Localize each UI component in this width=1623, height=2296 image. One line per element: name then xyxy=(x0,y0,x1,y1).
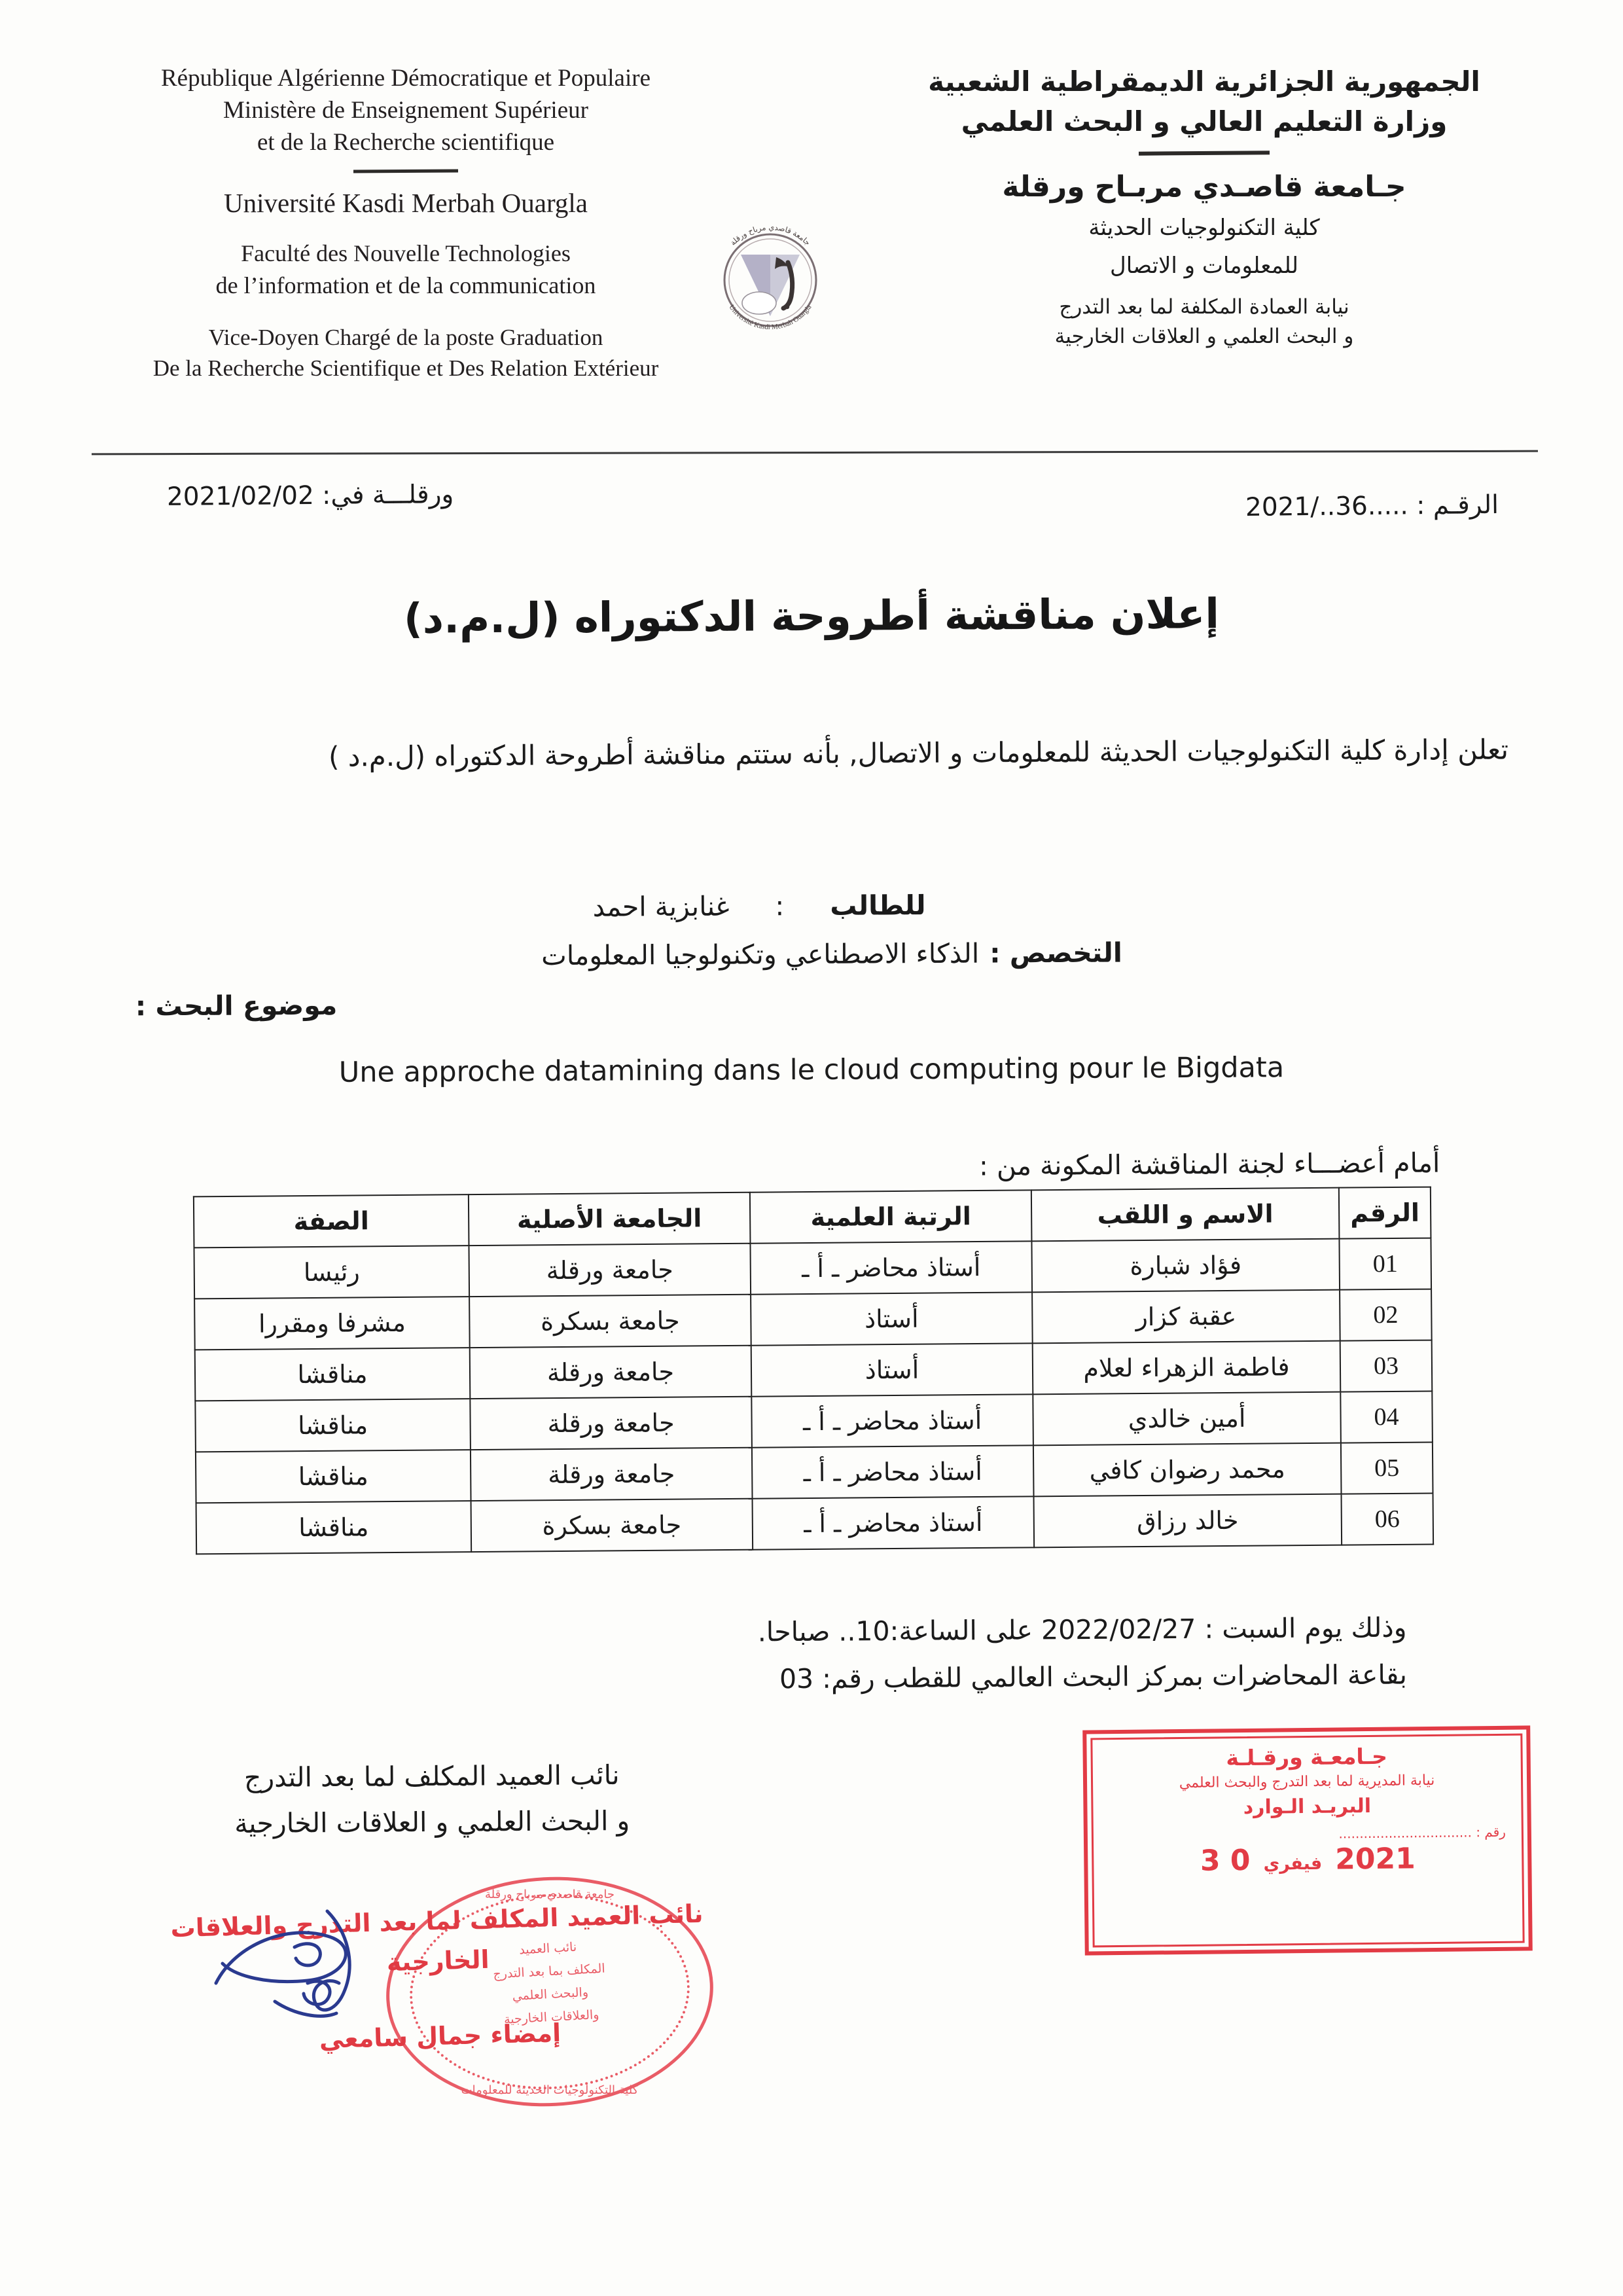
cell-rank: أستاذ محاضر ـ أ ـ xyxy=(751,1394,1033,1447)
stamp-date xyxy=(1094,1841,1522,1879)
jury-table-container xyxy=(193,1187,1433,1555)
schedule-venue: بقاعة المحاضرات بمركز البحث العالمي للقطب رقم: 03 xyxy=(779,1659,1408,1695)
round-stamp-line2: المكلف بما بعد التدرج xyxy=(492,1961,606,1982)
cell-name: فاطمة الزهراء لعلام xyxy=(1033,1341,1341,1395)
header-bottom-rule xyxy=(92,450,1538,456)
table-row xyxy=(194,1238,1431,1299)
stamp-day: 0 3 xyxy=(1200,1843,1251,1878)
specialty-label: التخصص : xyxy=(990,937,1123,969)
header-arabic-block xyxy=(870,62,1538,351)
svg-text:جامعة قاصدي مرباح ورقلة: جامعة قاصدي مرباح ورقلة xyxy=(728,222,813,247)
thesis-fields xyxy=(114,886,1508,1039)
header-fr-faculty-line1: Faculté des Nouvelle Technologies xyxy=(241,240,571,266)
student-field xyxy=(114,886,1508,925)
cell-number: 04 xyxy=(1340,1391,1433,1443)
col-header-role: الصفة xyxy=(194,1194,469,1247)
specialty-field xyxy=(115,935,1508,973)
svg-text:Université Kasdi Merbah Ouargl: Université Kasdi Merbah Ouargla xyxy=(727,303,813,332)
cell-name: أمين خالدي xyxy=(1033,1392,1341,1446)
col-header-university: الجامعة الأصلية xyxy=(469,1193,751,1246)
cell-university: جامعة بسكرة xyxy=(469,1295,751,1348)
signer-name: إمضاء جمال سامعي xyxy=(319,2018,562,2054)
reference-line xyxy=(0,481,1623,540)
col-header-name: الاسم و اللقب xyxy=(1031,1188,1340,1242)
header-fr-line1: République Algérienne Démocratique et Populaire xyxy=(161,65,651,92)
student-label: للطالب xyxy=(830,889,926,922)
header-fr-faculty-line2: de l’information et de la communication xyxy=(215,272,596,298)
header-ar-faculty-line1: كلية التكنولوجيات الحديثة xyxy=(1088,215,1320,242)
header-french-block xyxy=(79,62,733,384)
round-stamp-line4: والعلاقات الخارجية xyxy=(503,2007,599,2028)
incoming-mail-stamp xyxy=(1082,1725,1533,1955)
cell-university: جامعة بسكرة xyxy=(471,1499,753,1552)
cell-rank: أستاذ xyxy=(751,1292,1033,1345)
cell-rank: أستاذ محاضر ـ أ ـ xyxy=(753,1496,1035,1549)
header-fr-line3: et de la Recherche scientifique xyxy=(257,129,555,156)
intro-paragraph: تعلن إدارة كلية التكنولوجيات الحديثة للمعلومات و الاتصال, بأنه ستتم مناقشة أطروحة الدكتوراه (ل.م.د ) xyxy=(328,733,1509,773)
table-row xyxy=(195,1340,1433,1401)
document-header xyxy=(0,62,1623,429)
cell-rank: أستاذ محاضر ـ أ ـ xyxy=(750,1241,1032,1294)
cell-role: مشرفا ومقررا xyxy=(194,1297,470,1350)
subject-label: موضوع البحث : xyxy=(135,989,338,1022)
handwritten-signature xyxy=(196,1885,471,2058)
cell-name: خالد رزاق xyxy=(1034,1494,1342,1548)
header-ar-line1: الجمهورية الجزائرية الديمقراطية الشعبية xyxy=(928,65,1480,98)
table-row xyxy=(195,1391,1433,1452)
signature-red-line1: نائب العميد المكلف لما بعد التدرج xyxy=(295,1899,704,1940)
jury-lead-in: أمام أعضـــاء لجنة المناقشة المكونة من : xyxy=(978,1147,1440,1182)
header-fr-role-line1: Vice-Doyen Chargé de la poste Graduation xyxy=(208,325,603,351)
cell-number: 02 xyxy=(1340,1289,1432,1341)
cell-number: 05 xyxy=(1341,1443,1433,1494)
cell-university: جامعة ورقلة xyxy=(470,1397,752,1450)
header-ar-faculty-line2: للمعلومات و الاتصال xyxy=(1110,252,1298,279)
cell-university: جامعة ورقلة xyxy=(471,1448,753,1501)
stamp-department: نيابة المديرية لما بعد التدرج والبحث العلمي xyxy=(1179,1772,1435,1792)
student-separator: : xyxy=(775,890,785,922)
cell-name: فؤاد شبارة xyxy=(1031,1239,1340,1293)
table-row xyxy=(196,1443,1433,1503)
stamp-month: فيفري xyxy=(1263,1853,1323,1874)
stamp-number-field: رقم : ................................ xyxy=(1338,1823,1507,1842)
cell-role: مناقشا xyxy=(195,1399,471,1452)
header-fr-line2: Ministère de Enseignement Supérieur xyxy=(223,97,588,124)
header-ar-university: جـامعة قاصـدي مربـاح ورقلة xyxy=(1002,170,1406,204)
cell-number: 03 xyxy=(1340,1340,1433,1392)
round-stamp-line3: والبحث العلمي xyxy=(512,1985,589,2004)
col-header-rank: الرتبة العلمية xyxy=(750,1190,1032,1243)
header-ar-dept-line1: نيابة العمادة المكلفة لما بعد التدرج xyxy=(1059,295,1349,319)
header-ar-divider xyxy=(1139,151,1270,155)
specialty-value: الذكاء الاصطناعي وتكنولوجيا المعلومات xyxy=(541,937,980,972)
cell-number: 01 xyxy=(1339,1238,1431,1290)
header-ar-dept-line2: و البحث العلمي و العلاقات الخارجية xyxy=(1054,324,1354,348)
header-fr-university: Université Kasdi Merbah Ouargla xyxy=(223,187,588,218)
page-title: إعلان مناقشة أطروحة الدكتوراه (ل.م.د) xyxy=(403,590,1220,643)
cell-university: جامعة ورقلة xyxy=(470,1346,752,1399)
university-logo-icon xyxy=(702,211,839,349)
stamp-year: 2021 xyxy=(1334,1842,1416,1876)
table-row xyxy=(194,1289,1432,1350)
cell-rank: أستاذ محاضر ـ أ ـ xyxy=(752,1445,1034,1498)
place-and-date: ورقلـــة في: 2021/02/02 xyxy=(166,480,454,512)
cell-role: مناقشا xyxy=(195,1348,471,1401)
table-header-row xyxy=(194,1187,1431,1248)
header-fr-divider xyxy=(353,169,458,173)
reference-number: الرقـم : .....36../2021 xyxy=(1245,490,1499,523)
signature-title-block xyxy=(160,1752,704,1847)
stamp-university: جـامعـة ورقـلـة xyxy=(1226,1743,1388,1771)
header-ar-line2: وزارة التعليم العالي و البحث العلمي xyxy=(961,105,1448,137)
table-row xyxy=(196,1494,1434,1554)
schedule-block xyxy=(758,1605,1408,1703)
cell-role: رئيسا xyxy=(194,1246,469,1299)
cell-role: مناقشا xyxy=(196,1450,471,1503)
round-stamp-arc-top: جامعة قاصدي مرباح ورقلة xyxy=(485,1888,615,1901)
schedule-date: وذلك يوم السبت : 2022/02/27 على الساعة:10.. صباحا. xyxy=(757,1611,1407,1648)
cell-role: مناقشا xyxy=(196,1501,472,1554)
round-stamp-line1: نائب العميد xyxy=(518,1939,577,1958)
signature-title-line1: نائب العميد المكلف لما بعد التدرج xyxy=(243,1759,620,1794)
stamp-incoming-mail-label: البريـد الـوارد xyxy=(1243,1794,1372,1820)
cell-rank: أستاذ xyxy=(751,1343,1033,1396)
incoming-mail-stamp-inner xyxy=(1090,1734,1524,1948)
round-stamp-arc-bottom: كلية التكنولوجيات الحديثة للمعلومات xyxy=(461,2083,639,2097)
col-header-number: الرقم xyxy=(1339,1187,1431,1239)
cell-university: جامعة ورقلة xyxy=(469,1244,751,1297)
cell-name: عقبة كزار xyxy=(1032,1290,1340,1344)
signature-red-line2: والعلاقات الخارجية xyxy=(170,1910,490,1977)
cell-number: 06 xyxy=(1342,1494,1434,1545)
signature-title-line2: و البحث العلمي و العلاقات الخارجية xyxy=(234,1804,630,1839)
cell-name: محمد رضوان كافي xyxy=(1033,1443,1342,1497)
header-fr-role-line2: De la Recherche Scientifique et Des Relation Extérieur xyxy=(152,355,659,382)
thesis-title: Une approche datamining dans le cloud computing pour le Bigdata xyxy=(338,1051,1285,1089)
student-value: غنابزية احمد xyxy=(592,890,730,923)
jury-table xyxy=(193,1187,1434,1555)
